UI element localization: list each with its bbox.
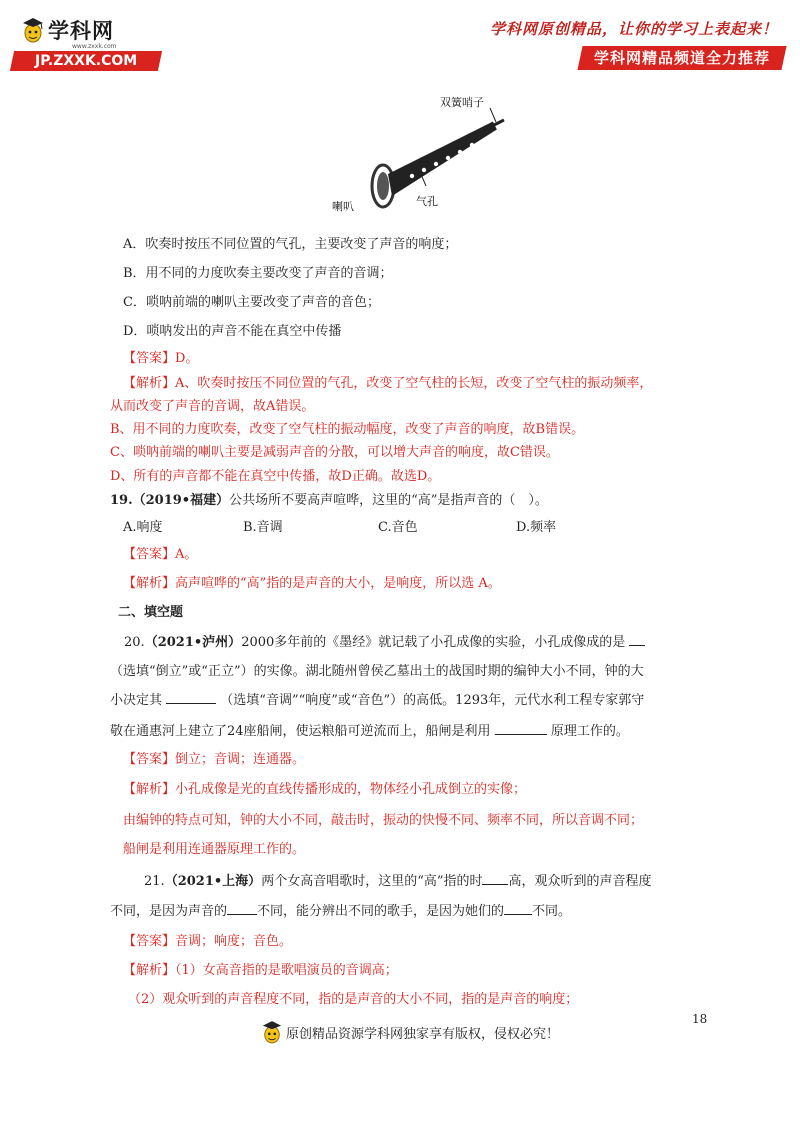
q21-blank-1[interactable] bbox=[482, 872, 508, 885]
q18-explanation-1: 【解析】A、吹奏时按压不同位置的气孔，改变了空气柱的长短，改变了空气柱的振动频率， bbox=[123, 376, 653, 391]
q19-answer: 【答案】A。 bbox=[123, 547, 198, 562]
channel-banner-text: 学科网精品频道全力推荐 bbox=[593, 49, 770, 67]
q18-answer: 【答案】D。 bbox=[123, 351, 199, 366]
logo-url-banner[interactable] bbox=[10, 51, 162, 71]
q20-line-1 bbox=[124, 631, 645, 650]
q18-explanation-5: D、所有的声音都不能在真空中传播，故D正确。故选D。 bbox=[110, 469, 441, 484]
q21-text-1b: 高，观众听到的声音程度 bbox=[508, 874, 652, 889]
q18-explanation-4: C、唢呐前端的喇叭主要是减弱声音的分散，可以增大声音的响度，故C错误。 bbox=[110, 445, 559, 460]
q19-source: （2019•福建） bbox=[132, 493, 230, 508]
q20-text-3a: 小决定其 bbox=[110, 693, 163, 708]
site-logo[interactable] bbox=[12, 14, 162, 76]
q18-option-d: D．唢呐发出的声音不能在真空中传播 bbox=[123, 324, 342, 339]
q21-explanation-1: 【解析】（1）女高音指的是歌唱演员的音调高； bbox=[123, 963, 398, 978]
q19-stem: 公共场所不要高声喧哗，这里的“高”是指声音的（ ）。 bbox=[229, 493, 548, 508]
q18-option-b: B．用不同的力度吹奏主要改变了声音的音调； bbox=[123, 266, 393, 281]
q19-number: 19. bbox=[110, 493, 133, 508]
q19-option-c: C.音色 bbox=[378, 520, 418, 535]
q21-line-2 bbox=[110, 900, 571, 919]
q21-source: （2021•上海） bbox=[164, 874, 262, 889]
suona-figure bbox=[320, 90, 520, 220]
q21-number: 21. bbox=[144, 874, 165, 889]
q21-text-2b: 不同，能分辨出不同的歌手，是因为她们的 bbox=[257, 904, 505, 919]
channel-banner[interactable] bbox=[577, 46, 786, 70]
q21-answer: 【答案】音调；响度；音色。 bbox=[123, 934, 293, 949]
q20-explanation-3: 船闸是利用连通器原理工作的。 bbox=[123, 842, 306, 857]
q21-line-1 bbox=[144, 870, 652, 889]
header-slogan: 学科网原创精品，让你的学习上表起来！ bbox=[489, 20, 778, 38]
label-hole: 气孔 bbox=[416, 195, 438, 208]
q18-option-c: C．唢呐前端的喇叭主要改变了声音的音色； bbox=[123, 295, 380, 310]
mascot-icon bbox=[262, 1020, 282, 1044]
q19-option-b: B.音调 bbox=[243, 520, 283, 535]
q20-line-3 bbox=[110, 689, 644, 708]
q19-option-d: D.频率 bbox=[516, 520, 557, 535]
q19-stem-line bbox=[110, 489, 548, 508]
logo-name: 学科网 bbox=[48, 19, 114, 43]
q20-source: （2021•泸州） bbox=[144, 635, 242, 650]
q21-explanation-2: （2）观众听到的声音程度不同，指的是声音的大小不同，指的是声音的响度； bbox=[128, 992, 579, 1007]
q20-text-3b: （选填“音调”“响度”或“音色”）的高低。1293年，元代水利工程专家郭守 bbox=[220, 693, 645, 708]
q21-blank-2[interactable] bbox=[227, 902, 257, 915]
q20-explanation-2: 由编钟的特点可知，钟的大小不同，敲击时，振动的快慢不同、频率不同，所以音调不同； bbox=[123, 813, 644, 828]
q21-blank-3[interactable] bbox=[504, 902, 532, 915]
footer bbox=[262, 1020, 559, 1044]
q20-text-1: 2000多年前的《墨经》就记载了小孔成像的实验，小孔成像成的是 bbox=[241, 635, 626, 650]
mascot-icon bbox=[22, 17, 44, 43]
q21-text-2a: 不同，是因为声音的 bbox=[110, 904, 228, 919]
label-horn: 喇叭 bbox=[332, 200, 354, 213]
q20-blank-2[interactable] bbox=[166, 691, 216, 704]
q20-line-4 bbox=[110, 720, 629, 739]
q20-blank-3[interactable] bbox=[495, 722, 547, 735]
q18-explanation-3: B、用不同的力度吹奏，改变了空气柱的振动幅度，改变了声音的响度，故B错误。 bbox=[110, 422, 585, 437]
label-reed: 双簧哨子 bbox=[440, 96, 484, 109]
q20-number: 20. bbox=[124, 635, 145, 650]
page-number: 18 bbox=[692, 1012, 708, 1026]
q19-explanation: 【解析】高声喧哗的“高”指的是声音的大小，是响度，所以选 A。 bbox=[123, 576, 501, 591]
q20-text-4b: 原理工作的。 bbox=[550, 724, 629, 739]
q18-explanation-2: 从而改变了声音的音调，故A错误。 bbox=[110, 399, 315, 414]
q20-text-4a: 敬在通惠河上建立了24座船闸，使运粮船可逆流而上，船闸是利用 bbox=[110, 724, 491, 739]
q20-explanation-1: 【解析】小孔成像是光的直线传播形成的，物体经小孔成倒立的实像； bbox=[123, 782, 527, 797]
q20-line-2: （选填“倒立”或“正立”）的实像。湖北随州曾侯乙墓出土的战国时期的编钟大小不同，钟的大 bbox=[110, 664, 644, 679]
logo-url-text: JP.ZXXK.COM bbox=[34, 53, 138, 69]
logo-subtext: www.zxxk.com bbox=[72, 43, 117, 50]
q20-blank-1[interactable] bbox=[629, 633, 645, 646]
section-title-fill-blank: 二、填空题 bbox=[118, 605, 184, 620]
q18-option-a: A．吹奏时按压不同位置的气孔，主要改变了声音的响度； bbox=[123, 237, 458, 252]
q20-answer: 【答案】倒立；音调；连通器。 bbox=[123, 752, 306, 767]
q21-text-2c: 不同。 bbox=[532, 904, 572, 919]
q21-text-1a: 两个女高音唱歌时，这里的“高”指的时 bbox=[261, 874, 483, 889]
q19-option-a: A.响度 bbox=[123, 520, 163, 535]
copyright-notice: 原创精品资源学科网独家享有版权，侵权必究！ bbox=[286, 1026, 560, 1042]
